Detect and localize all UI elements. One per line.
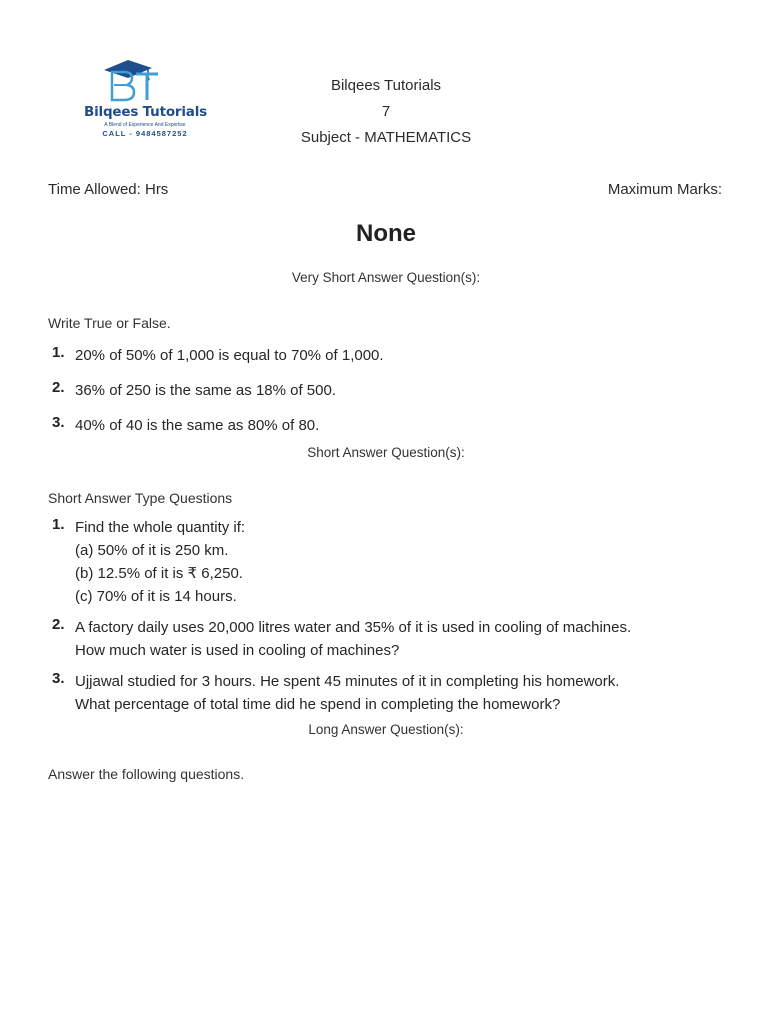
question-number: 3. xyxy=(52,414,65,431)
section-heading-long: Long Answer Question(s): xyxy=(308,722,464,737)
question-text-line: (c) 70% of it is 14 hours. xyxy=(75,588,237,605)
logo-tagline: A Blend of Experience And Expertise xyxy=(104,122,186,128)
question-text: 36% of 250 is the same as 18% of 500. xyxy=(75,382,336,399)
question-text-line: How much water is used in cooling of machines? xyxy=(75,642,400,659)
question-number: 2. xyxy=(52,379,65,396)
class-number: 7 xyxy=(381,103,391,120)
institute-name: Bilqees Tutorials xyxy=(330,77,442,94)
question-number: 1. xyxy=(52,516,65,533)
time-allowed: Time Allowed: Hrs xyxy=(48,181,169,198)
logo-name: Bilqees Tutorials xyxy=(84,104,207,120)
instruction-long: Answer the following questions. xyxy=(48,766,245,782)
question-number: 1. xyxy=(52,344,65,361)
instruction-short: Short Answer Type Questions xyxy=(48,490,233,506)
question-number: 3. xyxy=(52,670,65,687)
question-number: 2. xyxy=(52,616,65,633)
question-text-line: (a) 50% of it is 250 km. xyxy=(75,542,229,559)
question-text-line: A factory daily uses 20,000 litres water and 35% of it is used in cooling of machines. xyxy=(75,619,632,636)
question-text-line: What percentage of total time did he spend in completing the homework? xyxy=(75,696,561,713)
instruction-very-short: Write True or False. xyxy=(48,315,171,331)
section-heading-short: Short Answer Question(s): xyxy=(307,445,465,460)
question-text: 20% of 50% of 1,000 is equal to 70% of 1,000. xyxy=(75,347,384,364)
question-text: 40% of 40 is the same as 80% of 80. xyxy=(75,417,320,434)
logo-call-number: CALL - 9484587252 xyxy=(102,129,188,138)
subject-line: Subject - MATHEMATICS xyxy=(300,129,472,146)
paper-title: None xyxy=(356,220,416,247)
question-text-line: (b) 12.5% of it is ₹ 6,250. xyxy=(75,565,243,582)
question-text-line: Ujjawal studied for 3 hours. He spent 45 minutes of it in completing his homework. xyxy=(75,673,620,690)
maximum-marks: Maximum Marks: xyxy=(607,181,722,198)
section-heading-very-short: Very Short Answer Question(s): xyxy=(291,270,481,285)
question-text-line: Find the whole quantity if: xyxy=(75,519,246,536)
